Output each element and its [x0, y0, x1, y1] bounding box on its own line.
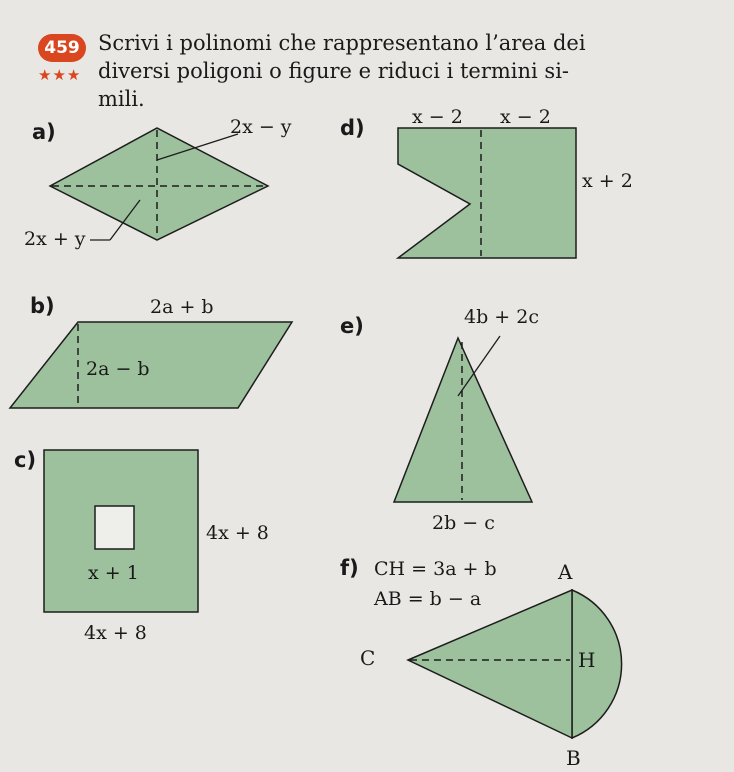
prompt-line-3: mili.	[98, 87, 145, 111]
figure-b-label: b)	[30, 294, 55, 318]
figure-f-point-c: C	[360, 646, 376, 670]
figure-b-parallelogram	[10, 322, 292, 408]
figure-e-triangle	[394, 336, 532, 502]
figure-c-side-bottom: 4x + 8	[84, 622, 147, 644]
figure-e-top: 4b + 2c	[464, 306, 539, 328]
figure-c-square-with-hole	[44, 450, 198, 612]
figure-e-label: e)	[340, 314, 364, 338]
figure-c-label: c)	[14, 448, 37, 472]
prompt-line-1: Scrivi i polinomi che rappresentano l’area dei	[98, 31, 586, 55]
figure-d-label: d)	[340, 116, 365, 140]
exercise-number-badge: 459	[38, 34, 86, 62]
figure-b-height: 2a − b	[86, 358, 150, 380]
figure-d-top1: x − 2	[412, 106, 463, 128]
figure-c-side-right: 4x + 8	[206, 522, 269, 544]
figure-a-diag2: 2x + y	[24, 228, 86, 250]
figure-b-base: 2a + b	[150, 296, 214, 318]
figure-f-line1: CH = 3a + b	[374, 558, 497, 580]
figure-a-diag1: 2x − y	[230, 116, 292, 138]
figure-a-rhombus	[50, 128, 268, 240]
figure-c-inner: x + 1	[88, 562, 139, 584]
figure-d-side: x + 2	[582, 170, 633, 192]
figure-f-line2: AB = b − a	[374, 588, 482, 610]
figure-d-top2: x − 2	[500, 106, 551, 128]
difficulty-stars: ★★★	[38, 66, 82, 84]
figure-f-label: f)	[340, 556, 359, 580]
figure-d-notched-rectangle	[398, 128, 576, 258]
figure-e-base: 2b − c	[432, 512, 495, 534]
figure-f-point-h: H	[578, 648, 596, 672]
figure-a-label: a)	[32, 120, 56, 144]
figure-f-point-a: A	[558, 560, 573, 584]
figure-f-point-b: B	[566, 746, 581, 770]
prompt-line-2: diversi poligoni o figure e riduci i termini si-	[98, 59, 570, 83]
